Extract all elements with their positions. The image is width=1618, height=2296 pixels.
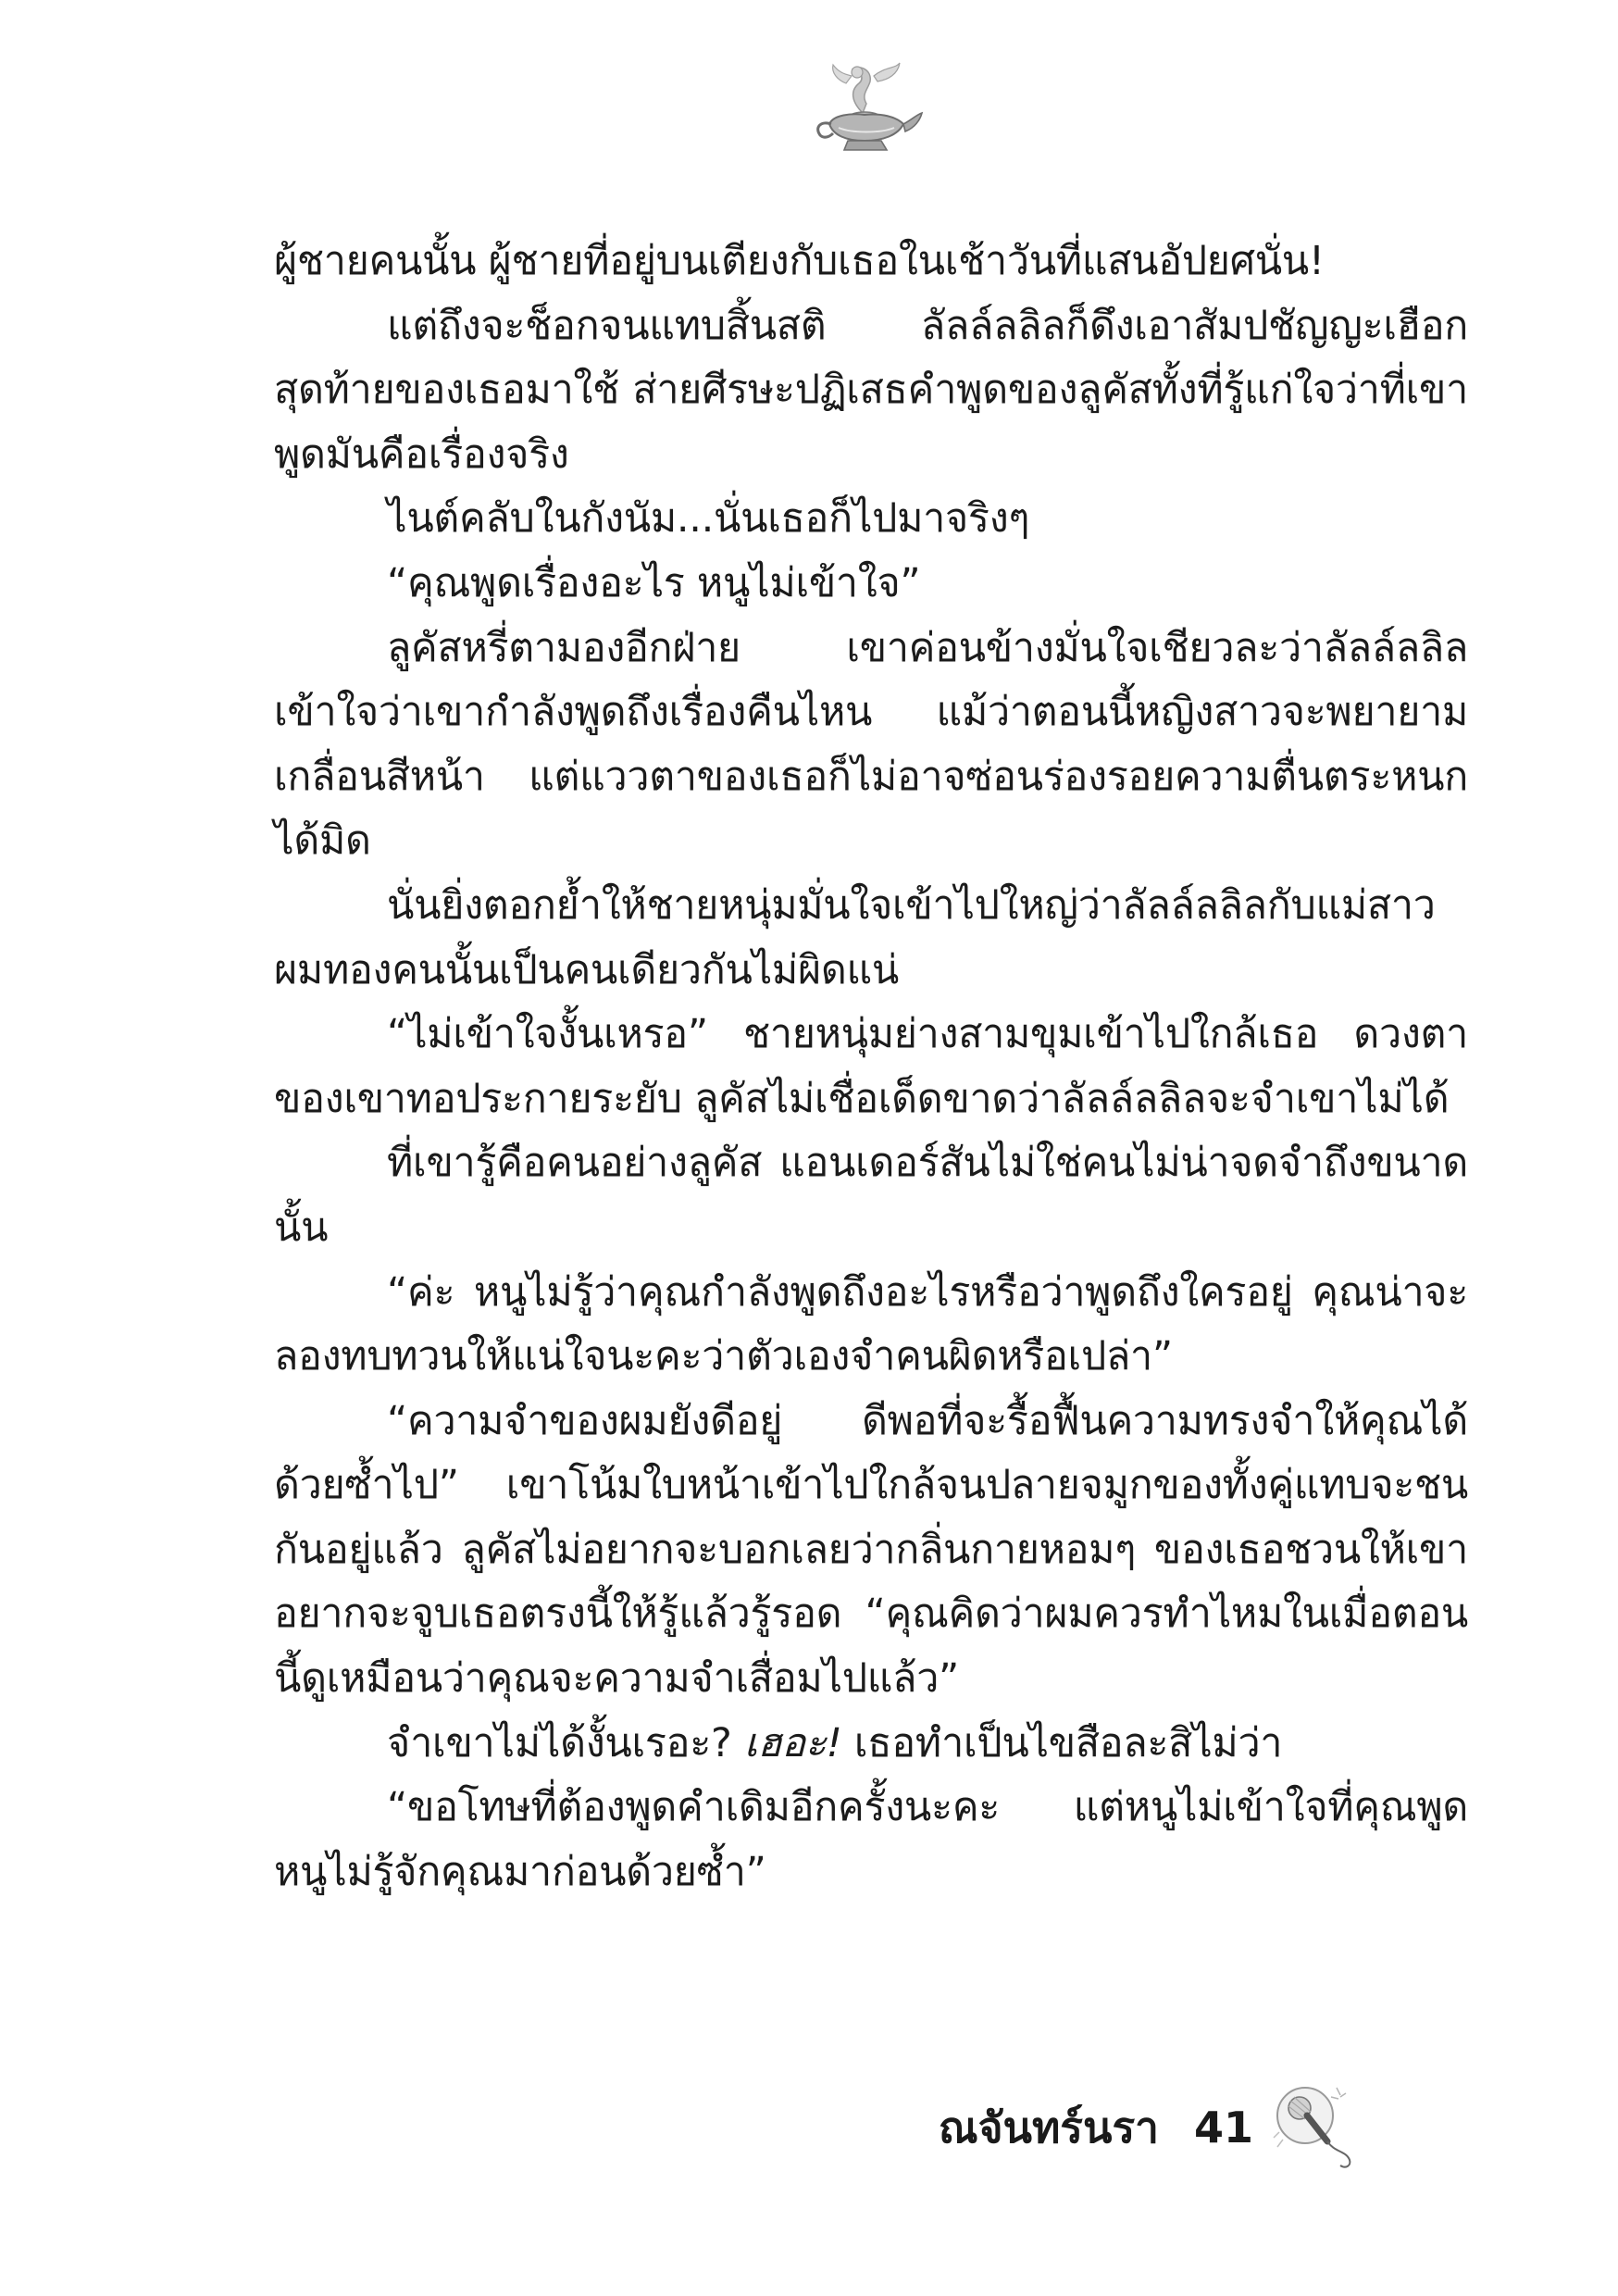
genie-lamp-icon <box>796 56 926 157</box>
page-number: 41 <box>1193 2103 1253 2152</box>
paragraph: นั่นยิ่งตอกย้ำให้ชายหนุ่มมั่นใจเข้าไปใหญ่ว่าลัลล์ลลิลกับแม่สาวผมทองคนนั้นเป็นคนเดียวกันไม่ผิดแน่ <box>274 881 1436 993</box>
paragraph: ผู้ชายคนนั้น ผู้ชายที่อยู่บนเตียงกับเธอในเช้าวันที่แสนอัปยศนั่น! <box>274 238 1325 284</box>
paragraph: “ความจำของผมยังดีอยู่ ดีพอที่จะรื้อฟื้นความทรงจำให้คุณได้ด้วยซ้ำไป” เขาโน้มใบหน้าเข้าไปใกล้จนปลายจมูกของทั้งคู่แทบจะชนกันอยู่แล้ว ลูคัสไม่อยากจะบอกเลยว่ากลิ่นกายหอมๆ ของเธอชวนให้เขาอยากจะจูบเธอตรงนี้ให้รู้แล้วรู้รอด “คุณคิดว่าผมควรทำไหมในเมื่อตอนนี้ดูเหมือนว่าคุณจะความจำเสื่อมไปแล้ว” <box>274 1397 1468 1703</box>
paragraph: “ไม่เข้าใจงั้นเหรอ” ชายหนุ่มย่างสามขุมเข้าไปใกล้เธอ ดวงตาของเขาทอประกายระยับ ลูคัสไม่เชื่อเด็ดขาดว่าลัลล์ลลิลจะจำเขาไม่ได้ <box>274 1011 1468 1122</box>
microphone-icon <box>1266 2077 1359 2178</box>
author-name: ณจันทร์นรา <box>938 2102 1159 2152</box>
paragraph: “ค่ะ หนูไม่รู้ว่าคุณกำลังพูดถึงอะไรหรือว่าพูดถึงใครอยู่ คุณน่าจะลองทบทวนให้แน่ใจนะคะว่าตัวเองจำคนผิดหรือเปล่า” <box>274 1268 1468 1380</box>
story-text <box>274 230 1468 1904</box>
paragraph <box>274 1712 1468 1777</box>
paragraph-text: เธอทำเป็นไขสือละสิไม่ว่า <box>841 1719 1283 1766</box>
paragraph: ลูคัสหรี่ตามองอีกฝ่าย เขาค่อนข้างมั่นใจเชียวละว่าลัลล์ลลิลเข้าใจว่าเขากำลังพูดถึงเรื่องคืนไหน แม้ว่าตอนนี้หญิงสาวจะพยายามเกลื่อนสีหน้า แต่แววตาของเธอก็ไม่อาจซ่อนร่องรอยความตื่นตระหนกได้มิด <box>274 624 1468 865</box>
paragraph-text: จำเขาไม่ได้งั้นเรอะ? <box>387 1719 744 1766</box>
italic-exclamation: เฮอะ! <box>743 1719 842 1766</box>
paragraph: แต่ถึงจะช็อกจนแทบสิ้นสติ ลัลล์ลลิลก็ดึงเอาสัมปชัญญะเฮือกสุดท้ายของเธอมาใช้ ส่ายศีรษะปฏิเสธคำพูดของลูคัสทั้งที่รู้แก่ใจว่าที่เขาพูดมันคือเรื่องจริง <box>274 302 1468 478</box>
paragraph: ไนต์คลับในกังนัม...นั่นเธอก็ไปมาจริงๆ <box>387 495 1030 543</box>
paragraph: “ขอโทษที่ต้องพูดคำเดิมอีกครั้งนะคะ แต่หนูไม่เข้าใจที่คุณพูด หนูไม่รู้จักคุณมาก่อนด้วยซ้ำ” <box>274 1784 1468 1895</box>
paragraph: ที่เขารู้คือคนอย่างลูคัส แอนเดอร์สันไม่ใช่คนไม่น่าจดจำถึงขนาดนั้น <box>274 1140 1468 1251</box>
page-footer <box>939 2090 1359 2165</box>
paragraph: “คุณพูดเรื่องอะไร หนูไม่เข้าใจ” <box>387 559 921 606</box>
